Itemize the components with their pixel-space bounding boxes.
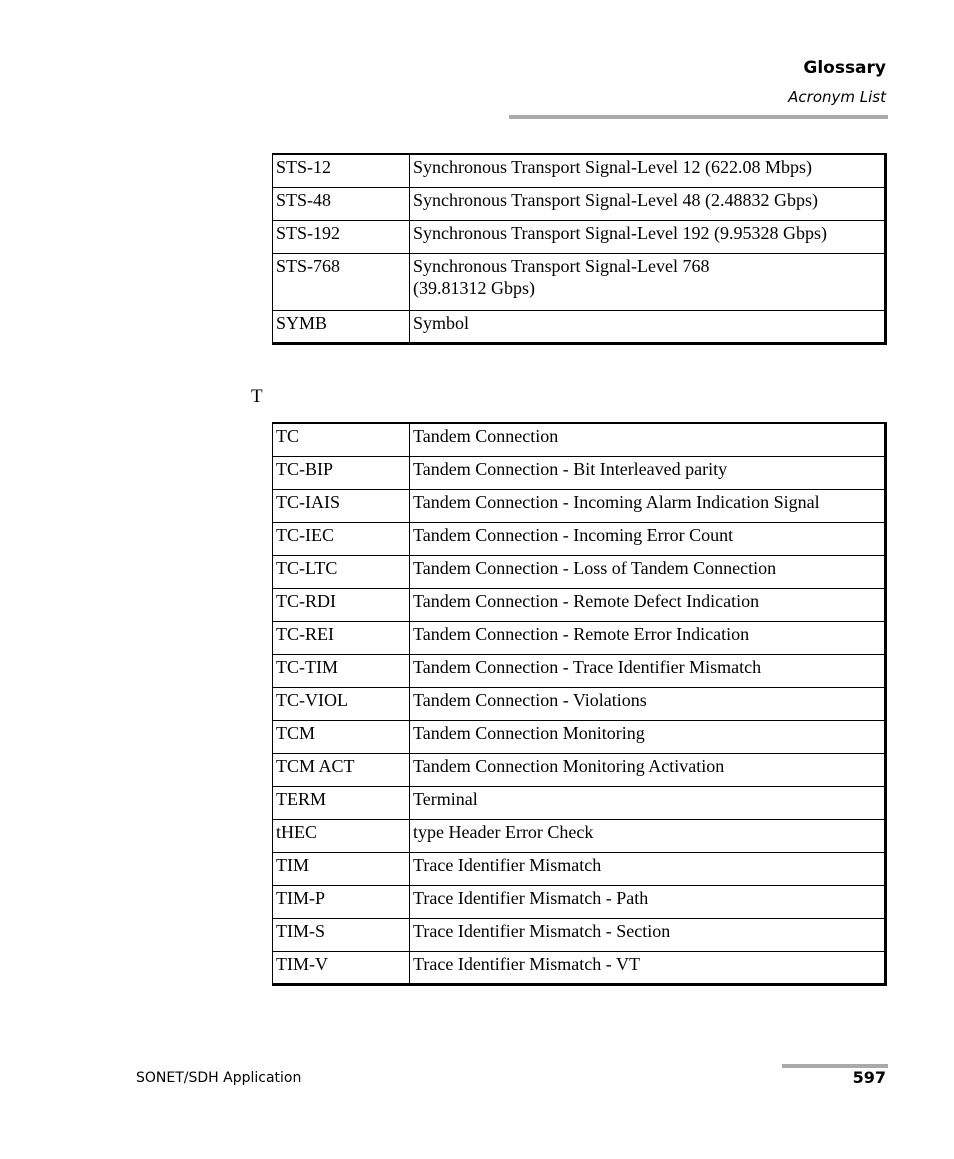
table-row <box>273 220 886 253</box>
table-row <box>273 654 886 687</box>
table-row <box>273 819 886 852</box>
definition-cell: Trace Identifier Mismatch - VT <box>410 951 886 984</box>
acronym-cell: STS-12 <box>273 154 410 187</box>
definition-cell: Trace Identifier Mismatch - Path <box>410 885 886 918</box>
acronym-cell: TC-BIP <box>273 456 410 489</box>
acronym-cell: TC <box>273 423 410 456</box>
definition-cell: Tandem Connection - Remote Defect Indication <box>410 588 886 621</box>
definition-cell: Trace Identifier Mismatch <box>410 852 886 885</box>
definition-cell: Tandem Connection - Remote Error Indication <box>410 621 886 654</box>
definition-cell: Terminal <box>410 786 886 819</box>
definition-cell: Tandem Connection - Trace Identifier Mismatch <box>410 654 886 687</box>
definition-cell: Tandem Connection - Incoming Alarm Indication Signal <box>410 489 886 522</box>
definition-cell: Tandem Connection Monitoring Activation <box>410 753 886 786</box>
acronym-cell: TIM <box>273 852 410 885</box>
acronym-cell: STS-48 <box>273 187 410 220</box>
page-header-subtitle: Acronym List <box>788 88 886 106</box>
table-row <box>273 456 886 489</box>
table-row <box>273 588 886 621</box>
acronym-cell: TERM <box>273 786 410 819</box>
definition-cell: Tandem Connection <box>410 423 886 456</box>
acronym-cell: TCM <box>273 720 410 753</box>
acronym-cell: TIM-V <box>273 951 410 984</box>
table-row <box>273 310 886 343</box>
table-row <box>273 951 886 984</box>
acronym-table-t <box>272 422 887 986</box>
page-header-title: Glossary <box>803 58 886 78</box>
definition-cell: Tandem Connection - Incoming Error Count <box>410 522 886 555</box>
table-row <box>273 753 886 786</box>
acronym-cell: TC-IAIS <box>273 489 410 522</box>
acronym-table-s <box>272 153 887 345</box>
acronym-cell: TC-REI <box>273 621 410 654</box>
table-row <box>273 253 886 310</box>
acronym-cell: tHEC <box>273 819 410 852</box>
table-row <box>273 786 886 819</box>
acronym-cell: TIM-S <box>273 918 410 951</box>
definition-cell: Synchronous Transport Signal-Level 48 (2.48832 Gbps) <box>410 187 886 220</box>
table-row <box>273 918 886 951</box>
header-divider <box>509 115 888 119</box>
table-row <box>273 154 886 187</box>
table-row <box>273 885 886 918</box>
acronym-cell: STS-768 <box>273 253 410 310</box>
table-row <box>273 852 886 885</box>
table-row <box>273 555 886 588</box>
acronym-cell: TIM-P <box>273 885 410 918</box>
table-row <box>273 522 886 555</box>
definition-cell: Tandem Connection - Violations <box>410 687 886 720</box>
acronym-cell: STS-192 <box>273 220 410 253</box>
table-row <box>273 489 886 522</box>
section-letter-heading: T <box>251 386 263 407</box>
acronym-cell: TC-IEC <box>273 522 410 555</box>
acronym-cell: SYMB <box>273 310 410 343</box>
table-row <box>273 187 886 220</box>
definition-cell: type Header Error Check <box>410 819 886 852</box>
table-row <box>273 621 886 654</box>
definition-cell: Tandem Connection - Bit Interleaved parity <box>410 456 886 489</box>
acronym-cell: TCM ACT <box>273 753 410 786</box>
acronym-cell: TC-TIM <box>273 654 410 687</box>
definition-cell <box>410 253 886 310</box>
acronym-cell: TC-LTC <box>273 555 410 588</box>
definition-line: (39.81312 Gbps) <box>413 277 535 298</box>
page-number: 597 <box>852 1068 886 1087</box>
footer-document-title: SONET/SDH Application <box>136 1070 302 1086</box>
definition-line: Synchronous Transport Signal-Level 768 <box>413 255 710 276</box>
definition-cell: Trace Identifier Mismatch - Section <box>410 918 886 951</box>
definition-cell: Symbol <box>410 310 886 343</box>
acronym-cell: TC-RDI <box>273 588 410 621</box>
acronym-cell: TC-VIOL <box>273 687 410 720</box>
table-row <box>273 687 886 720</box>
definition-cell: Tandem Connection Monitoring <box>410 720 886 753</box>
definition-cell: Tandem Connection - Loss of Tandem Connection <box>410 555 886 588</box>
table-row <box>273 423 886 456</box>
definition-cell: Synchronous Transport Signal-Level 192 (9.95328 Gbps) <box>410 220 886 253</box>
definition-cell: Synchronous Transport Signal-Level 12 (622.08 Mbps) <box>410 154 886 187</box>
table-row <box>273 720 886 753</box>
